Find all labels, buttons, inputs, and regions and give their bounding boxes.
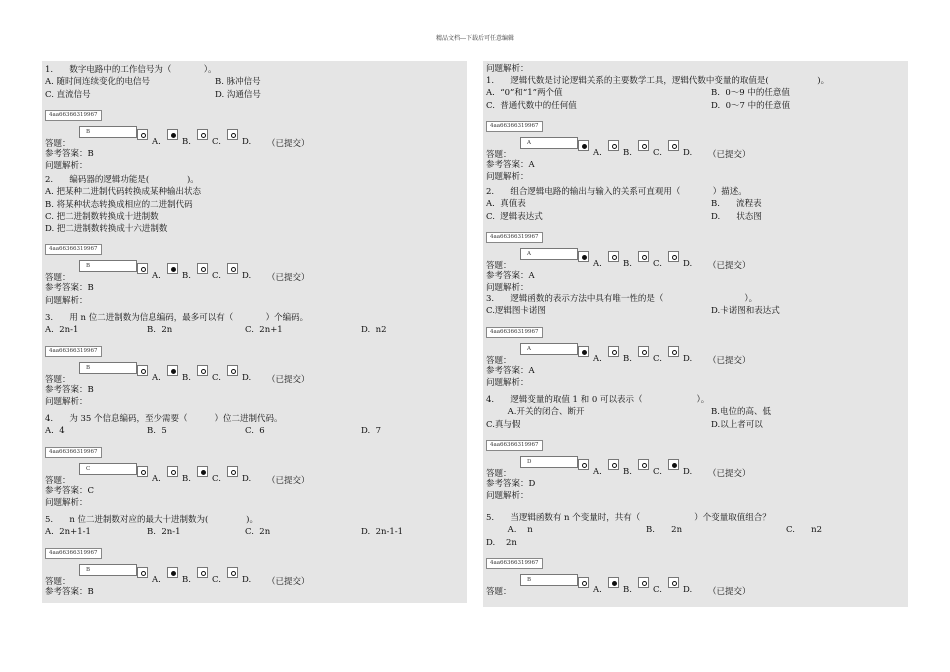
option-text: D. 沟通信号 bbox=[215, 89, 261, 100]
question-line bbox=[45, 64, 465, 76]
reference-answer bbox=[486, 159, 906, 171]
option-text: D.以上者可以 bbox=[711, 419, 763, 430]
answer-input[interactable]: A bbox=[520, 137, 578, 149]
radio-dot bbox=[642, 581, 647, 586]
option-text: B. 0～9 中的任意值 bbox=[711, 88, 790, 99]
option-label: A. bbox=[152, 574, 161, 585]
radio-option-b[interactable] bbox=[608, 140, 619, 151]
reference-answer-text: 参考答案：D bbox=[486, 478, 536, 489]
question-analysis-text: 问题解析： bbox=[486, 377, 529, 388]
radio-dot bbox=[201, 267, 206, 272]
question-line bbox=[486, 75, 906, 87]
submit-status: （已提交） bbox=[708, 468, 751, 479]
radio-option-c[interactable] bbox=[638, 140, 649, 151]
radio-dot bbox=[672, 144, 677, 149]
reference-answer-text: 参考答案：B bbox=[45, 283, 94, 294]
answer-label: 答题： bbox=[45, 576, 71, 587]
option-text: C. n2 bbox=[786, 525, 822, 536]
radio-dot bbox=[612, 350, 617, 355]
answer-label: 答题： bbox=[486, 586, 512, 597]
radio-dot bbox=[201, 369, 206, 374]
option-text: A.开关的闭合、断开 bbox=[486, 407, 585, 418]
radio-dot bbox=[672, 350, 677, 355]
answer-label: 答题： bbox=[45, 273, 71, 284]
radio-dot bbox=[231, 267, 236, 272]
radio-option-c[interactable] bbox=[638, 251, 649, 262]
question-line bbox=[45, 312, 465, 324]
option-label: D. bbox=[242, 473, 252, 484]
question-line bbox=[486, 512, 906, 524]
option-text: A. 真值表 bbox=[486, 199, 526, 210]
question-id-box: 4aa66366319967 bbox=[486, 232, 543, 243]
radio-dot bbox=[612, 463, 617, 468]
option-label: C. bbox=[653, 147, 662, 158]
question-4 bbox=[45, 413, 465, 509]
radio-option-d[interactable] bbox=[668, 577, 679, 588]
answer-row bbox=[45, 564, 465, 586]
question-2 bbox=[486, 186, 906, 294]
option-text: A. “0”和“1”两个值 bbox=[486, 88, 563, 99]
question-line bbox=[45, 199, 465, 211]
question-1 bbox=[45, 64, 465, 172]
radio-dot bbox=[141, 369, 146, 374]
answer-row bbox=[45, 463, 465, 485]
submit-status: （已提交） bbox=[708, 149, 751, 160]
reference-answer bbox=[486, 270, 906, 282]
radio-dot bbox=[582, 255, 587, 260]
question-line bbox=[486, 305, 906, 317]
radio-dot bbox=[642, 350, 647, 355]
reference-answer-text: 参考答案：A bbox=[486, 365, 535, 376]
radio-option-d[interactable] bbox=[227, 263, 238, 274]
option-text: C. 逻辑表达式 bbox=[486, 211, 543, 222]
option-label: D. bbox=[242, 574, 252, 585]
question-text: 2. 组合逻辑电路的输出与输入的关系可直观用（ ）描述。 bbox=[486, 187, 747, 197]
option-label: D. bbox=[242, 372, 252, 383]
option-label: D. bbox=[242, 136, 252, 147]
reference-answer-text: 参考答案：A bbox=[486, 270, 535, 281]
question-analysis-text: 问题解析： bbox=[45, 396, 88, 407]
option-text: C. 6 bbox=[245, 426, 265, 437]
question-line bbox=[45, 76, 465, 88]
option-text: A. 2n+1-1 bbox=[45, 527, 91, 538]
right-top-analysis bbox=[486, 63, 906, 75]
submit-status: （已提交） bbox=[708, 260, 751, 271]
reference-answer-text: 参考答案：B bbox=[45, 148, 94, 159]
question-id-box: 4aa66366319967 bbox=[486, 327, 543, 338]
reference-answer-text: 参考答案：B bbox=[45, 586, 94, 597]
option-text: D. n2 bbox=[361, 325, 387, 336]
question-text: 2. 编码器的逻辑功能是( )。 bbox=[45, 175, 199, 185]
option-text: B. 2n-1 bbox=[147, 527, 181, 538]
question-id-box: 4aa66366319967 bbox=[45, 447, 102, 458]
radio-option-a[interactable] bbox=[578, 346, 589, 357]
question-line bbox=[45, 413, 465, 425]
answer-input[interactable]: B bbox=[79, 260, 137, 272]
radio-option-c[interactable] bbox=[197, 129, 208, 140]
question-5 bbox=[486, 512, 906, 596]
radio-option-c[interactable] bbox=[197, 466, 208, 477]
option-label: C. bbox=[653, 584, 662, 595]
question-1 bbox=[486, 75, 906, 183]
radio-dot bbox=[612, 581, 617, 586]
answer-row bbox=[45, 126, 465, 148]
radio-option-b[interactable] bbox=[167, 567, 178, 578]
option-text: D. 状态图 bbox=[711, 211, 762, 222]
option-label: B. bbox=[182, 473, 191, 484]
radio-option-a[interactable] bbox=[578, 577, 589, 588]
option-text: D. 7 bbox=[361, 426, 382, 437]
radio-dot bbox=[231, 133, 236, 138]
radio-option-c[interactable] bbox=[638, 577, 649, 588]
question-line bbox=[45, 526, 465, 538]
question-line bbox=[486, 63, 906, 75]
reference-answer-text: 参考答案：B bbox=[45, 384, 94, 395]
radio-option-b[interactable] bbox=[167, 263, 178, 274]
radio-dot bbox=[141, 571, 146, 576]
radio-option-b[interactable] bbox=[608, 577, 619, 588]
question-analysis-text: 问题解析： bbox=[486, 283, 529, 294]
question-line bbox=[45, 425, 465, 437]
question-text: 3. 用 n 位二进制数为信息编码，最多可以有（ ）个编码。 bbox=[45, 313, 309, 323]
option-label: B. bbox=[182, 372, 191, 383]
question-id-box: 4aa66366319967 bbox=[486, 440, 543, 451]
option-label: A. bbox=[593, 466, 602, 477]
question-3 bbox=[486, 293, 906, 389]
option-text: D.卡诺图和表达式 bbox=[711, 306, 780, 317]
question-line bbox=[486, 293, 906, 305]
option-label: C. bbox=[653, 466, 662, 477]
answer-row bbox=[486, 574, 906, 596]
radio-option-a[interactable] bbox=[137, 263, 148, 274]
question-analysis bbox=[45, 396, 465, 408]
radio-option-b[interactable] bbox=[167, 129, 178, 140]
radio-dot bbox=[201, 571, 206, 576]
question-analysis-text: 问题解析： bbox=[45, 497, 88, 508]
answer-row bbox=[486, 137, 906, 159]
question-id-box: 4aa66366319967 bbox=[486, 121, 543, 132]
question-id-box: 4aa66366319967 bbox=[45, 548, 102, 559]
radio-option-b[interactable] bbox=[608, 346, 619, 357]
option-label: B. bbox=[623, 258, 632, 269]
radio-option-b[interactable] bbox=[608, 251, 619, 262]
question-3 bbox=[45, 312, 465, 408]
question-line bbox=[486, 419, 906, 431]
question-text: 4. 为 35 个信息编码，至少需要（ ）位二进制代码。 bbox=[45, 414, 283, 424]
option-text: A. 2n-1 bbox=[45, 325, 79, 336]
question-analysis bbox=[486, 490, 906, 502]
option-text: B. 5 bbox=[147, 426, 167, 437]
question-text: 4. 逻辑变量的取值 1 和 0 可以表示（ ）。 bbox=[486, 395, 710, 405]
option-text: A. 把某种二进制代码转换成某种输出状态 bbox=[45, 187, 202, 198]
answer-input[interactable]: A bbox=[520, 343, 578, 355]
option-label: A. bbox=[593, 353, 602, 364]
radio-option-d[interactable] bbox=[668, 346, 679, 357]
answer-label: 答题： bbox=[45, 475, 71, 486]
answer-input[interactable]: B bbox=[79, 362, 137, 374]
submit-status: （已提交） bbox=[267, 374, 310, 385]
option-label: C. bbox=[212, 574, 221, 585]
radio-option-a[interactable] bbox=[137, 129, 148, 140]
radio-dot bbox=[642, 144, 647, 149]
answer-input[interactable]: B bbox=[79, 126, 137, 138]
option-label: B. bbox=[623, 466, 632, 477]
option-label: D. bbox=[683, 353, 693, 364]
answer-row bbox=[486, 248, 906, 270]
question-id-box: 4aa66366319967 bbox=[45, 110, 102, 121]
option-label: A. bbox=[152, 136, 161, 147]
reference-answer-text: 参考答案：C bbox=[45, 485, 95, 496]
answer-label: 答题： bbox=[486, 355, 512, 366]
question-line bbox=[486, 394, 906, 406]
radio-dot bbox=[171, 369, 176, 374]
option-label: A. bbox=[593, 258, 602, 269]
submit-status: （已提交） bbox=[267, 576, 310, 587]
option-text: A. 4 bbox=[45, 426, 65, 437]
question-id-box: 4aa66366319967 bbox=[45, 346, 102, 357]
radio-option-d[interactable] bbox=[227, 129, 238, 140]
question-2 bbox=[45, 174, 465, 307]
option-label: B. bbox=[623, 584, 632, 595]
question-analysis-text: 问题解析： bbox=[486, 64, 529, 74]
radio-dot bbox=[141, 470, 146, 475]
answer-label: 答题： bbox=[486, 260, 512, 271]
option-label: D. bbox=[683, 147, 693, 158]
radio-option-d[interactable] bbox=[668, 251, 679, 262]
option-text: C. 2n bbox=[245, 527, 271, 538]
question-line bbox=[486, 198, 906, 210]
option-label: B. bbox=[182, 271, 191, 282]
option-label: C. bbox=[653, 258, 662, 269]
radio-option-b[interactable] bbox=[167, 466, 178, 477]
option-label: B. bbox=[182, 574, 191, 585]
radio-option-a[interactable] bbox=[578, 140, 589, 151]
radio-option-d[interactable] bbox=[668, 459, 679, 470]
reference-answer bbox=[45, 586, 465, 598]
question-line bbox=[45, 186, 465, 198]
reference-answer bbox=[45, 282, 465, 294]
radio-option-d[interactable] bbox=[227, 567, 238, 578]
question-line bbox=[486, 100, 906, 112]
answer-input[interactable]: B bbox=[520, 574, 578, 586]
reference-answer bbox=[45, 148, 465, 160]
question-analysis-text: 问题解析： bbox=[45, 295, 88, 306]
radio-dot bbox=[642, 463, 647, 468]
answer-row bbox=[486, 456, 906, 478]
option-label: D. bbox=[683, 258, 693, 269]
submit-status: （已提交） bbox=[708, 586, 751, 597]
question-line bbox=[45, 223, 465, 235]
answer-row bbox=[45, 260, 465, 282]
question-line bbox=[45, 514, 465, 526]
radio-option-a[interactable] bbox=[578, 459, 589, 470]
submit-status: （已提交） bbox=[267, 475, 310, 486]
question-id-box: 4aa66366319967 bbox=[45, 244, 102, 255]
radio-option-c[interactable] bbox=[197, 567, 208, 578]
option-label: C. bbox=[212, 271, 221, 282]
question-id-box: 4aa66366319967 bbox=[486, 558, 543, 569]
option-text: C.逻辑图卡诺图 bbox=[486, 306, 546, 317]
reference-answer bbox=[486, 365, 906, 377]
radio-option-a[interactable] bbox=[137, 567, 148, 578]
question-text: 5. 当逻辑函数有 n 个变量时，共有（ ）个变量取值组合？ bbox=[486, 513, 771, 523]
question-analysis bbox=[45, 160, 465, 172]
radio-dot bbox=[141, 133, 146, 138]
answer-input[interactable]: D bbox=[520, 456, 578, 468]
question-text: 3. 逻辑函数的表示方法中具有唯一性的是（ ）。 bbox=[486, 294, 758, 304]
question-line bbox=[45, 324, 465, 336]
radio-dot bbox=[141, 267, 146, 272]
option-label: B. bbox=[623, 353, 632, 364]
option-label: C. bbox=[212, 372, 221, 383]
reference-answer bbox=[45, 384, 465, 396]
answer-input[interactable]: A bbox=[520, 248, 578, 260]
left-column bbox=[42, 61, 467, 603]
radio-option-d[interactable] bbox=[227, 365, 238, 376]
radio-option-b[interactable] bbox=[608, 459, 619, 470]
option-label: C. bbox=[212, 473, 221, 484]
question-line bbox=[486, 87, 906, 99]
radio-dot bbox=[582, 144, 587, 149]
option-label: A. bbox=[152, 372, 161, 383]
question-analysis bbox=[486, 171, 906, 183]
answer-label: 答题： bbox=[486, 468, 512, 479]
question-5 bbox=[45, 514, 465, 598]
radio-dot bbox=[231, 369, 236, 374]
option-text: C.真与假 bbox=[486, 419, 521, 430]
option-text: B. 脉冲信号 bbox=[215, 77, 261, 88]
radio-dot bbox=[231, 571, 236, 576]
reference-answer-text: 参考答案：A bbox=[486, 159, 535, 170]
option-label: A. bbox=[593, 147, 602, 158]
option-text: C. 直流信号 bbox=[45, 89, 91, 100]
radio-option-a[interactable] bbox=[578, 251, 589, 262]
radio-dot bbox=[642, 255, 647, 260]
radio-dot bbox=[582, 463, 587, 468]
radio-option-a[interactable] bbox=[137, 466, 148, 477]
option-label: A. bbox=[593, 584, 602, 595]
radio-dot bbox=[171, 571, 176, 576]
question-analysis bbox=[45, 497, 465, 509]
option-label: B. bbox=[623, 147, 632, 158]
question-line bbox=[486, 537, 906, 549]
question-analysis bbox=[45, 295, 465, 307]
option-text: A. n bbox=[486, 525, 533, 536]
reference-answer bbox=[486, 478, 906, 490]
option-label: A. bbox=[152, 473, 161, 484]
radio-option-d[interactable] bbox=[227, 466, 238, 477]
option-text: B. 将某种状态转换成相应的二进制代码 bbox=[45, 199, 193, 210]
question-analysis-text: 问题解析： bbox=[45, 161, 88, 172]
radio-option-a[interactable] bbox=[137, 365, 148, 376]
question-line bbox=[486, 186, 906, 198]
radio-dot bbox=[231, 470, 236, 475]
answer-label: 答题： bbox=[45, 138, 71, 149]
radio-option-c[interactable] bbox=[197, 263, 208, 274]
option-text: B. 2n bbox=[646, 525, 683, 536]
question-text: 5. n 位二进制数对应的最大十进制数为( )。 bbox=[45, 515, 258, 525]
right-column bbox=[483, 61, 908, 607]
answer-input[interactable]: C bbox=[79, 463, 137, 475]
option-text: D. 把二进制数转换成十六进制数 bbox=[45, 224, 168, 235]
option-text: B. 流程表 bbox=[711, 199, 762, 210]
radio-dot bbox=[582, 581, 587, 586]
question-text: 1. 数字电路中的工作信号为（ ）。 bbox=[45, 65, 217, 75]
option-text: A. 随时间连续变化的电信号 bbox=[45, 77, 151, 88]
reference-answer bbox=[45, 485, 465, 497]
option-label: D. bbox=[242, 271, 252, 282]
radio-option-b[interactable] bbox=[167, 365, 178, 376]
radio-dot bbox=[582, 350, 587, 355]
question-line bbox=[45, 211, 465, 223]
option-text: C. 2n+1 bbox=[245, 325, 283, 336]
radio-option-c[interactable] bbox=[638, 459, 649, 470]
question-analysis-text: 问题解析： bbox=[486, 491, 529, 502]
question-line bbox=[45, 174, 465, 186]
option-text: D. 2n bbox=[486, 537, 517, 548]
radio-option-d[interactable] bbox=[668, 140, 679, 151]
radio-dot bbox=[171, 267, 176, 272]
question-line bbox=[45, 89, 465, 101]
radio-dot bbox=[171, 470, 176, 475]
option-label: D. bbox=[683, 584, 693, 595]
option-text: B.电位的高、低 bbox=[711, 407, 771, 418]
radio-dot bbox=[612, 255, 617, 260]
radio-dot bbox=[672, 581, 677, 586]
answer-label: 答题： bbox=[45, 374, 71, 385]
answer-label: 答题： bbox=[486, 149, 512, 160]
radio-dot bbox=[672, 463, 677, 468]
radio-dot bbox=[171, 133, 176, 138]
option-text: D. 2n-1-1 bbox=[361, 527, 404, 538]
answer-row bbox=[486, 343, 906, 365]
question-analysis-text: 问题解析： bbox=[486, 172, 529, 183]
radio-dot bbox=[201, 133, 206, 138]
option-text: C. 把二进制数转换成十进制数 bbox=[45, 211, 159, 222]
question-line bbox=[486, 211, 906, 223]
answer-row bbox=[45, 362, 465, 384]
question-analysis bbox=[486, 377, 906, 389]
question-line bbox=[486, 524, 906, 536]
submit-status: （已提交） bbox=[267, 273, 310, 284]
option-label: C. bbox=[653, 353, 662, 364]
radio-dot bbox=[612, 144, 617, 149]
option-text: D. 0～7 中的任意值 bbox=[711, 100, 791, 111]
radio-option-c[interactable] bbox=[638, 346, 649, 357]
radio-dot bbox=[672, 255, 677, 260]
radio-dot bbox=[201, 470, 206, 475]
option-label: B. bbox=[182, 136, 191, 147]
question-4 bbox=[486, 394, 906, 502]
answer-input[interactable]: B bbox=[79, 564, 137, 576]
page-header: 精品文档---下载后可任意编辑 bbox=[435, 35, 515, 42]
option-label: C. bbox=[212, 136, 221, 147]
submit-status: （已提交） bbox=[267, 138, 310, 149]
option-label: D. bbox=[683, 466, 693, 477]
radio-option-c[interactable] bbox=[197, 365, 208, 376]
submit-status: （已提交） bbox=[708, 355, 751, 366]
question-text: 1. 逻辑代数是讨论逻辑关系的主要数学工具，逻辑代数中变量的取值是( )。 bbox=[486, 76, 830, 86]
option-text: B. 2n bbox=[147, 325, 173, 336]
question-line bbox=[486, 406, 906, 418]
option-text: C. 普通代数中的任何值 bbox=[486, 100, 577, 111]
option-label: A. bbox=[152, 271, 161, 282]
